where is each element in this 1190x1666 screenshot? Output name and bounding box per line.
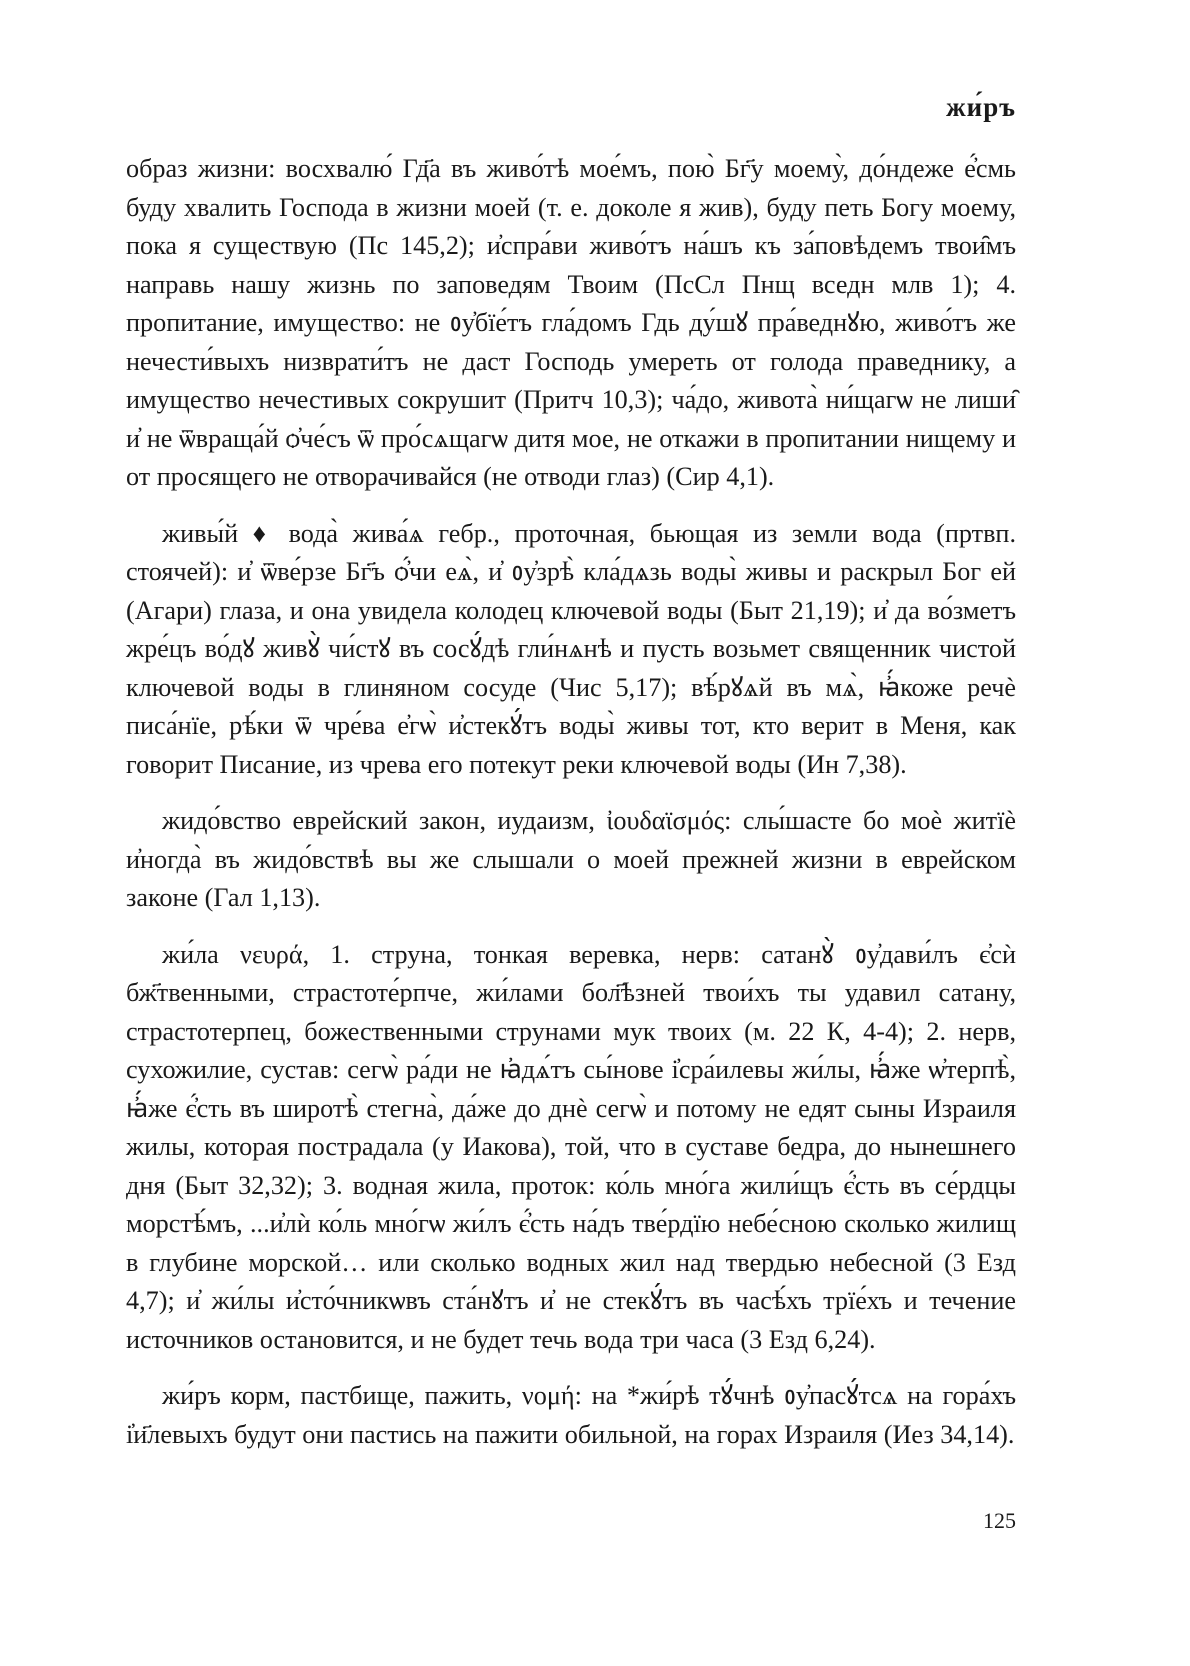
entries-list	[126, 150, 1016, 1472]
dictionary-page	[126, 0, 1016, 1666]
entry-zhila: жи́ла νευρά, 1. струна, тонкая веревка, нерв: сатанꙋ̀ ᲂу҆дави́лъ є҆сѝ бж҃твенными, страстоте́рпче, жи́лами бол҃ѣзней твои́хъ ты удавил сатану, страстотерпец, божественными струнами мук твоих (м. 22 К, 4-4); 2. нерв, сухожилие, сустав: сегѡ̀ ра́ди не ꙗ҆дѧ́тъ сы́нове і҆сра́илевы жи́лы, ꙗ҆́же ѡ҆терпѣ̀, ꙗ҆́же є҆́сть въ широтѣ̀ стегна̀, да́же до днѐ сегѡ̀ и потому не едят сыны Израиля жилы, которая пострадала (у Иакова), той, что в суставе бедра, до нынешнего дня (Быт 32,32); 3. водная жила, проток: ко́ль мно́га жили́щъ є҆́сть въ се́рдцы морстѣ́мъ, ...и҆лѝ ко́ль мно́гѡ жи́лъ є҆́сть на́дъ тве́рдїю небе́сною сколько жилищ в глубине морской… или сколько водных жил над твердью небесной (3 Езд 4,7); и҆ жи́лы и҆сто́чникѡвъ ста́нꙋтъ и҆ не стекꙋ́тъ въ часѣ́хъ трїе́хъ и течение источников остановится, и не будет течь вода три часа (3 Езд 6,24).	[126, 939, 1016, 1354]
entry-zhidovstvo: жидо́вство еврейский закон, иудаизм, ἰουδαϊσμός: слы́шасте бо моѐ житїѐ и҆ногда̀ въ жидо́вствѣ вы же слышали о моей прежней жизни в еврейском законе (Гал 1,13).	[126, 806, 1016, 912]
page-number: 125	[983, 1508, 1016, 1533]
running-head: жи́ръ	[946, 92, 1016, 122]
entry-zhivot-continued: образ жизни: восхвалю́ Гд҃а въ живо́тѣ мое́мъ, пою̀ Бг҃у моему̀, до́ндеже е҆́смь буду хвалить Господа в жизни моей (т. е. доколе я жив), буду петь Богу моему, пока я существую (Пс 145,2); и҆спра́ви живо́тъ на́шъ къ за́повѣдемъ твои̑мъ направь нашу жизнь по заповедям Твоим (ПсСл Пнщ вседн млв 1); 4. пропитание, имущество: не ᲂу҆бїе́тъ гла́домъ Гдь ду́шꙋ пра́веднꙋю, живо́тъ же нечести́выхъ низврати́тъ не даст Господь умереть от голода праведнику, а имущество нечестивых сокрушит (Притч 10,3); ча́до, живота̀ ни́щагѡ не лиши̑ и҆ не ѿвраща́й ѻ҆че́съ ѿ про́сѧщагѡ дитя мое, не откажи в пропитании нищему и от просящего не отворачивайся (не отводи глаз) (Сир 4,1).	[126, 154, 1016, 491]
entry-zhir: жи́ръ корм, пастбище, пажить, νομή: на *жи́рѣ тꙋ́чнѣ ᲂу҆пасꙋ́тсѧ на гора́хъ і҆и҃левыхъ будут они пастись на пажити обильной, на горах Израиля (Иез 34,14).	[126, 1381, 1016, 1449]
entry-zhivyj: живы́й ♦ вода̀ жива́ѧ гебр., проточная, бьющая из земли вода (пртвп. стоячей): и҆ ѿве́рзе Бг҃ъ ѻ҆́чи еѧ̀, и҆ ᲂу҆зрѣ̀ кла́дѧзь воды̀ живы и раскрыл Бог ей (Агари) глаза, и она увидела колодец ключевой воды (Быт 21,19); и҆ да во́зметъ жре́цъ во́дꙋ живꙋ̀ чи́стꙋ въ сосꙋ́дѣ гли́нѧнѣ и пусть возьмет священник чистой ключевой воды в глиняном сосуде (Чис 5,17); вѣ́рꙋѧй въ мѧ̀, ꙗ҆́коже речѐ писа́нїе, рѣ́ки ѿ чре́ва е҆гѡ̀ и҆стекꙋ́тъ воды̀ живы тот, кто верит в Меня, как говорит Писание, из чрева его потекут реки ключевой воды (Ин 7,38).	[126, 518, 1016, 779]
